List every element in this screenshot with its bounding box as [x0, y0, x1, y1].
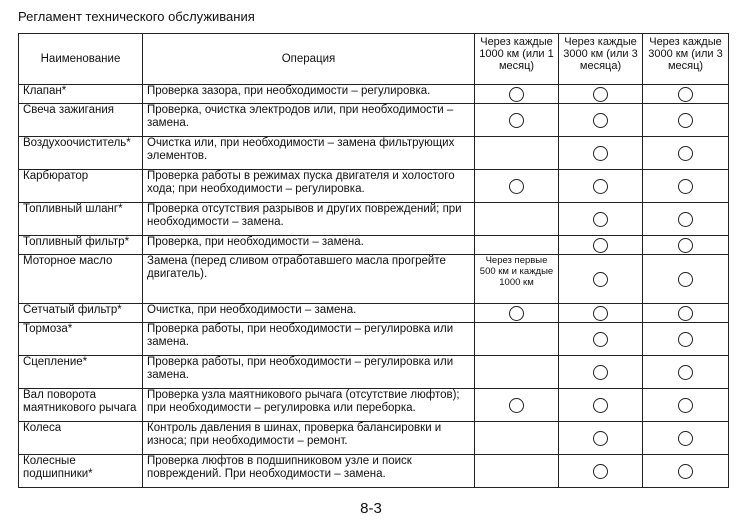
row-name: Карбюратор [19, 170, 143, 203]
page-number: 8-3 [360, 500, 382, 517]
check-circle-icon [678, 398, 693, 413]
row-operation: Контроль давления в шинах, проверка балансировки и износа; при необходимости – ремонт. [143, 422, 475, 455]
interval-2-cell [559, 104, 643, 137]
table-row [19, 137, 729, 170]
row-operation: Проверка работы, при необходимости – регулировка или замена. [143, 323, 475, 356]
check-circle-icon [509, 113, 524, 128]
check-circle-icon [593, 272, 608, 287]
interval-1-cell [475, 170, 559, 203]
row-name: Колеса [19, 422, 143, 455]
check-circle-icon [593, 238, 608, 253]
check-circle-icon [678, 431, 693, 446]
interval-3-cell [643, 255, 729, 304]
table-row [19, 356, 729, 389]
table-row [19, 323, 729, 356]
table-body [19, 85, 729, 488]
interval-2-cell [559, 85, 643, 104]
table-header-row [19, 34, 729, 85]
interval-2-cell [559, 255, 643, 304]
check-circle-icon [593, 306, 608, 321]
check-circle-icon [678, 87, 693, 102]
interval-note: Через первые 500 км и каждые 1000 км [475, 255, 559, 304]
check-circle-icon [678, 146, 693, 161]
row-name: Воздухоочиститель* [19, 137, 143, 170]
check-circle-icon [678, 365, 693, 380]
row-name: Сетчатый фильтр* [19, 304, 143, 323]
check-circle-icon [593, 179, 608, 194]
interval-3-cell [643, 104, 729, 137]
row-name: Клапан* [19, 85, 143, 104]
row-name: Моторное масло [19, 255, 143, 304]
row-operation: Замена (перед сливом отработавшего масла прогрейте двигатель). [143, 255, 475, 304]
interval-2-cell [559, 203, 643, 236]
check-circle-icon [678, 332, 693, 347]
check-circle-icon [593, 87, 608, 102]
row-name: Сцепление* [19, 356, 143, 389]
check-circle-icon [678, 212, 693, 227]
interval-1-cell [475, 304, 559, 323]
check-circle-icon [678, 238, 693, 253]
row-name: Вал поворота маятникового рычага [19, 389, 143, 422]
header-name: Наименование [19, 34, 143, 85]
interval-1-cell [475, 323, 559, 356]
row-operation: Проверка работы в режимах пуска двигателя и холостого хода; при необходимости – регулировка. [143, 170, 475, 203]
row-name: Свеча зажигания [19, 104, 143, 137]
row-operation: Проверка работы, при необходимости – регулировка или замена. [143, 356, 475, 389]
check-circle-icon [593, 365, 608, 380]
interval-2-cell [559, 455, 643, 488]
interval-2-cell [559, 389, 643, 422]
interval-3-cell [643, 323, 729, 356]
row-operation: Очистка, при необходимости – замена. [143, 304, 475, 323]
check-circle-icon [593, 146, 608, 161]
check-circle-icon [593, 398, 608, 413]
interval-2-cell [559, 170, 643, 203]
check-circle-icon [509, 179, 524, 194]
interval-1-cell [475, 389, 559, 422]
interval-1-cell [475, 104, 559, 137]
interval-3-cell [643, 422, 729, 455]
check-circle-icon [678, 306, 693, 321]
row-operation: Проверка зазора, при необходимости – регулировка. [143, 85, 475, 104]
check-circle-icon [509, 306, 524, 321]
interval-1-cell [475, 455, 559, 488]
interval-2-cell [559, 422, 643, 455]
check-circle-icon [678, 113, 693, 128]
row-name: Топливный шланг* [19, 203, 143, 236]
check-circle-icon [678, 464, 693, 479]
header-interval-1: Через каждые 1000 км (или 1 месяц) [475, 34, 559, 85]
check-circle-icon [509, 87, 524, 102]
check-circle-icon [593, 212, 608, 227]
interval-3-cell [643, 236, 729, 255]
row-operation: Проверка люфтов в подшипниковом узле и поиск повреждений. При необходимости – замена. [143, 455, 475, 488]
maintenance-schedule-table [18, 33, 729, 488]
check-circle-icon [509, 398, 524, 413]
check-circle-icon [593, 113, 608, 128]
check-circle-icon [593, 431, 608, 446]
table-row [19, 203, 729, 236]
check-circle-icon [593, 332, 608, 347]
table-row [19, 304, 729, 323]
interval-3-cell [643, 85, 729, 104]
interval-1-cell [475, 422, 559, 455]
check-circle-icon [678, 272, 693, 287]
interval-2-cell [559, 356, 643, 389]
interval-2-cell [559, 236, 643, 255]
interval-1-cell [475, 85, 559, 104]
row-operation: Проверка, очистка электродов или, при необходимости – замена. [143, 104, 475, 137]
row-operation: Проверка узла маятникового рычага (отсутствие люфтов); при необходимости – регулировка или переборка. [143, 389, 475, 422]
table-row [19, 170, 729, 203]
table-row [19, 389, 729, 422]
table-row [19, 422, 729, 455]
interval-3-cell [643, 356, 729, 389]
row-operation: Проверка отсутствия разрывов и других повреждений; при необходимости – замена. [143, 203, 475, 236]
interval-3-cell [643, 455, 729, 488]
table-row [19, 85, 729, 104]
interval-1-cell [475, 236, 559, 255]
interval-3-cell [643, 203, 729, 236]
document-title: Регламент технического обслуживания [18, 9, 255, 24]
table-row [19, 255, 729, 304]
row-name: Колесные подшипники* [19, 455, 143, 488]
interval-1-cell [475, 137, 559, 170]
interval-1-cell [475, 203, 559, 236]
header-interval-2: Через каждые 3000 км (или 3 месяца) [559, 34, 643, 85]
row-name: Тормоза* [19, 323, 143, 356]
row-name: Топливный фильтр* [19, 236, 143, 255]
interval-3-cell [643, 137, 729, 170]
interval-3-cell [643, 304, 729, 323]
table-row [19, 104, 729, 137]
interval-3-cell [643, 170, 729, 203]
interval-2-cell [559, 304, 643, 323]
header-operation: Операция [143, 34, 475, 85]
row-operation: Очистка или, при необходимости – замена фильтрующих элементов. [143, 137, 475, 170]
check-circle-icon [678, 179, 693, 194]
interval-2-cell [559, 323, 643, 356]
header-interval-3: Через каждые 3000 км (или 3 месяц) [643, 34, 729, 85]
table-row [19, 455, 729, 488]
row-operation: Проверка, при необходимости – замена. [143, 236, 475, 255]
interval-2-cell [559, 137, 643, 170]
interval-1-cell [475, 356, 559, 389]
interval-3-cell [643, 389, 729, 422]
check-circle-icon [593, 464, 608, 479]
table-row [19, 236, 729, 255]
